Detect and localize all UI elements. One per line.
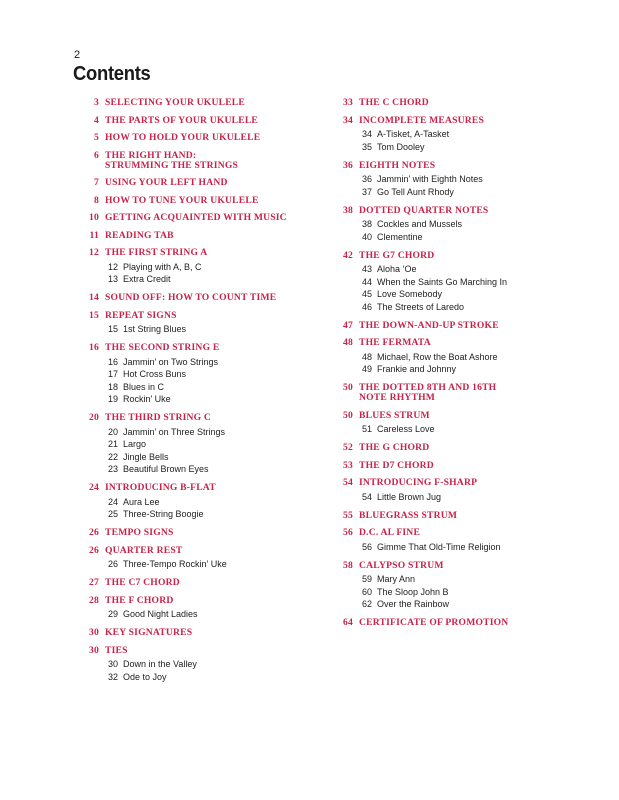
song-page-number: 44 [361,276,372,287]
song-title: A-Tisket, A-Tasket [377,129,450,139]
song-title: Aloha ‘Oe [377,264,417,274]
song-title: The Streets of Laredo [377,301,465,312]
toc-column-left [76,98,316,691]
section-page-number: 16 [89,342,99,353]
section-title: INTRODUCING B-FLAT [105,482,216,493]
song-page-number: 51 [361,424,372,434]
song-item[interactable] [330,363,570,376]
song-list [330,173,570,198]
song-page-number: 54 [361,491,372,502]
song-item[interactable] [330,173,570,186]
song-list [330,423,570,436]
song-list [76,426,316,476]
song-title: Blues in C [123,381,165,392]
section-title: HOW TO HOLD YOUR UKULELE [105,132,261,143]
toc-section-heading[interactable] [76,231,316,241]
song-page-number: 49 [361,364,372,374]
song-title: Good Night Ladies [123,609,198,619]
section-page-number: 50 [343,409,353,421]
toc-entry [76,528,316,538]
song-title: Careless Love [377,424,435,434]
song-page-number: 46 [361,301,372,312]
section-title-line: THE RIGHT HAND: [105,149,197,161]
section-page-number: 27 [89,577,99,588]
song-page-number: 19 [107,394,118,404]
song-item[interactable] [76,658,316,671]
song-list [330,541,570,554]
toc-entry [76,98,316,108]
song-page-number: 12 [107,261,118,272]
song-title: Aura Lee [123,496,160,507]
song-item[interactable] [76,671,316,684]
song-page-number: 60 [361,586,372,597]
song-title: Beautiful Brown Eyes [123,464,209,474]
section-title: USING YOUR LEFT HAND [105,177,228,188]
section-title: BLUES STRUM [359,409,430,421]
toc-entry [330,206,570,244]
toc-section-heading[interactable] [76,213,316,223]
section-page-number: 54 [343,477,353,488]
toc-entry [76,413,316,476]
section-page-number: 5 [94,132,99,143]
section-page-number: 3 [94,97,99,108]
section-title: THE THIRD STRING C [105,412,212,423]
toc-entry [330,511,570,521]
song-item[interactable] [330,231,570,244]
section-title: KEY SIGNATURES [105,627,193,638]
section-title: BLUEGRASS STRUM [359,509,458,521]
toc-section-heading[interactable] [330,251,570,261]
song-page-number: 35 [361,141,372,152]
toc-entry [330,116,570,154]
song-page-number: 32 [107,671,118,682]
toc-section-heading[interactable] [76,133,316,143]
section-title: THE FIRST STRING A [105,247,208,258]
song-item[interactable] [330,288,570,301]
song-item[interactable] [76,261,316,274]
song-list [76,356,316,406]
section-page-number: 12 [89,247,99,258]
song-list [76,608,316,621]
toc-section-heading[interactable] [76,546,316,556]
toc-section-heading[interactable] [76,151,316,171]
song-title: Mary Ann [377,574,416,584]
song-list [76,496,316,521]
section-title: CERTIFICATE OF PROMOTION [359,617,509,628]
toc-section-heading[interactable] [330,478,570,488]
toc-section-heading[interactable] [76,413,316,423]
section-page-number: 53 [343,459,353,471]
section-page-number: 55 [343,509,353,521]
song-page-number: 15 [107,324,118,334]
section-page-number: 36 [343,159,353,171]
toc-section-heading[interactable] [76,596,316,606]
toc-section-heading[interactable] [76,293,316,303]
song-page-number: 26 [107,559,118,569]
song-list [76,323,316,336]
song-item[interactable] [76,393,316,406]
toc-section-heading[interactable] [330,98,570,108]
section-title: THE G CHORD [359,442,430,453]
song-title: Frankie and Johnny [377,364,457,374]
song-page-number: 37 [361,186,372,197]
toc-entry [76,196,316,206]
toc-entry [330,528,570,553]
section-title-line: STRUMMING THE STRINGS [105,159,239,171]
toc-section-heading[interactable] [76,528,316,538]
toc-section-heading[interactable] [330,618,570,628]
section-title: SELECTING YOUR UKULELE [105,97,245,108]
section-page-number: 7 [94,177,99,188]
song-title: Cockles and Mussels [377,219,463,229]
toc-section-heading[interactable] [76,196,316,206]
toc-entry [330,618,570,628]
section-title: D.C. AL FINE [359,527,421,538]
section-page-number: 58 [343,559,353,571]
song-item[interactable] [330,491,570,504]
toc-entry [330,98,570,108]
section-page-number: 10 [89,212,99,223]
song-title: Three-Tempo Rockin’ Uke [123,559,227,569]
section-page-number: 30 [89,627,99,638]
song-title: Ode to Joy [123,671,167,682]
song-list [330,263,570,313]
toc-section-heading[interactable] [330,116,570,126]
toc-section-heading[interactable] [330,161,570,171]
section-page-number: 24 [89,482,99,493]
song-page-number: 45 [361,289,372,299]
song-title: Down in the Valley [123,659,197,669]
section-title: INTRODUCING F-SHARP [359,477,478,488]
song-item[interactable] [76,273,316,286]
song-item[interactable] [330,263,570,276]
song-title: Love Somebody [377,289,443,299]
section-title: THE C7 CHORD [105,577,180,588]
toc-entry [76,578,316,588]
song-title: When the Saints Go Marching In [377,276,508,287]
section-page-number: 38 [343,204,353,216]
song-title: Little Brown Jug [377,491,442,502]
section-title-line: NOTE RHYTHM [359,392,436,403]
song-item[interactable] [76,558,316,571]
section-title: THE FERMATA [359,337,431,348]
song-page-number: 21 [107,439,118,449]
song-list [330,573,570,611]
song-list [76,658,316,683]
toc-section-heading[interactable] [76,178,316,188]
song-title: Extra Credit [123,274,171,284]
toc-entry [76,546,316,571]
section-title: TEMPO SIGNS [105,527,174,538]
section-page-number: 8 [94,194,99,206]
song-item[interactable] [330,586,570,599]
section-page-number: 56 [343,527,353,538]
page-number: 2 [74,49,81,61]
section-title: INCOMPLETE MEASURES [359,114,485,126]
toc-section-heading[interactable] [330,383,570,403]
song-item[interactable] [76,451,316,464]
song-title: Jammin’ on Two Strings [123,356,219,367]
song-title: Michael, Row the Boat Ashore [377,351,498,362]
toc-section-heading[interactable] [76,628,316,638]
toc-entry [76,231,316,241]
song-item[interactable] [76,608,316,621]
song-page-number: 34 [361,129,372,139]
toc-entry [330,478,570,503]
song-page-number: 25 [107,509,118,519]
song-item[interactable] [76,463,316,476]
toc-entry [330,161,570,199]
song-title: Jammin’ on Three Strings [123,426,226,437]
song-title: Clementine [377,231,423,242]
toc-section-heading[interactable] [76,578,316,588]
toc-section-heading[interactable] [76,116,316,126]
song-item[interactable] [76,323,316,336]
toc-section-heading[interactable] [76,98,316,108]
section-page-number: 28 [89,594,99,606]
song-item[interactable] [330,218,570,231]
section-page-number: 15 [89,309,99,321]
toc-section-heading[interactable] [76,343,316,353]
toc-section-heading[interactable] [330,206,570,216]
section-page-number: 50 [343,382,353,393]
section-title [105,151,238,171]
toc-section-heading[interactable] [330,528,570,538]
toc-entry [76,628,316,638]
section-page-number: 64 [343,617,353,628]
section-title: THE D7 CHORD [359,459,434,471]
song-title: Rockin’ Uke [123,394,171,404]
toc-section-heading[interactable] [330,443,570,453]
section-title: THE C CHORD [359,97,429,108]
section-title: CALYPSO STRUM [359,559,444,571]
section-title: THE F CHORD [105,594,174,606]
toc-section-heading[interactable] [76,483,316,493]
song-page-number: 29 [107,609,118,619]
section-title: READING TAB [105,229,174,241]
toc-section-heading[interactable] [330,511,570,521]
section-page-number: 48 [343,337,353,348]
toc-section-heading[interactable] [330,461,570,471]
song-title: Go Tell Aunt Rhody [377,186,454,197]
song-item[interactable] [76,438,316,451]
section-title: QUARTER REST [105,544,183,556]
toc-entry [76,646,316,684]
song-list [330,128,570,153]
song-item[interactable] [330,598,570,611]
section-title: GETTING ACQUAINTED WITH MUSIC [105,212,287,223]
song-page-number: 48 [361,351,372,362]
toc-entry [330,561,570,611]
song-title: Hot Cross Buns [123,369,187,379]
toc-entry [76,213,316,223]
song-list [330,218,570,243]
section-title: THE PARTS OF YOUR UKULELE [105,114,259,126]
section-title: EIGHTH NOTES [359,159,436,171]
song-page-number: 59 [361,574,372,584]
song-title: Jingle Bells [123,451,169,462]
song-list [76,261,316,286]
song-page-number: 17 [107,369,118,379]
song-item[interactable] [76,426,316,439]
song-page-number: 24 [107,496,118,507]
section-title: DOTTED QUARTER NOTES [359,204,489,216]
song-item[interactable] [330,141,570,154]
section-page-number: 26 [89,527,99,538]
toc-entry [330,411,570,436]
song-list [330,351,570,376]
toc-entry [76,483,316,521]
toc-entry [76,343,316,406]
toc-entry [76,293,316,303]
song-page-number: 20 [107,426,118,437]
toc-entry [76,596,316,621]
toc-entry [76,311,316,336]
section-page-number: 26 [89,544,99,556]
toc-entry [76,248,316,286]
toc-entry [330,251,570,314]
song-page-number: 62 [361,599,372,609]
toc-section-heading[interactable] [330,321,570,331]
section-page-number: 33 [343,97,353,108]
toc-column-right [330,98,570,636]
song-title: 1st String Blues [123,324,187,334]
song-item[interactable] [330,128,570,141]
section-page-number: 14 [89,292,99,303]
song-page-number: 13 [107,274,118,284]
song-item[interactable] [330,541,570,554]
page-title: Contents [73,63,151,85]
song-title: The Sloop John B [377,586,449,597]
toc-section-heading[interactable] [330,561,570,571]
song-item[interactable] [330,423,570,436]
toc-entry [330,443,570,453]
section-page-number: 20 [89,412,99,423]
section-title: TIES [105,644,128,656]
song-list [330,491,570,504]
section-title: REPEAT SIGNS [105,309,177,321]
song-title: Over the Rainbow [377,599,450,609]
song-page-number: 22 [107,451,118,462]
section-page-number: 34 [343,114,353,126]
section-title: HOW TO TUNE YOUR UKULELE [105,194,259,206]
song-list [76,558,316,571]
section-title: THE SECOND STRING E [105,342,220,353]
song-title: Gimme That Old-Time Religion [377,541,501,552]
song-item[interactable] [330,276,570,289]
section-page-number: 52 [343,442,353,453]
song-item[interactable] [330,301,570,314]
song-title: Tom Dooley [377,141,425,152]
section-title [359,383,496,403]
song-page-number: 23 [107,464,118,474]
toc-entry [76,116,316,126]
toc-section-heading[interactable] [76,646,316,656]
song-title: Largo [123,439,147,449]
toc-section-heading[interactable] [330,338,570,348]
toc-entry [76,133,316,143]
toc-entry [330,461,570,471]
song-page-number: 16 [107,356,118,367]
section-page-number: 11 [89,229,99,241]
section-page-number: 47 [343,319,353,331]
song-item[interactable] [330,351,570,364]
toc-section-heading[interactable] [76,248,316,258]
song-page-number: 36 [361,174,372,184]
song-page-number: 56 [361,541,372,552]
toc-section-heading[interactable] [330,411,570,421]
toc-entry [330,383,570,403]
section-page-number: 4 [94,114,99,126]
song-item[interactable] [330,573,570,586]
song-item[interactable] [76,368,316,381]
song-item[interactable] [76,508,316,521]
toc-entry [330,338,570,376]
toc-entry [330,321,570,331]
toc-entry [76,151,316,171]
song-item[interactable] [76,496,316,509]
song-item[interactable] [76,356,316,369]
song-item[interactable] [330,186,570,199]
song-page-number: 30 [107,659,118,669]
song-title: Jammin’ with Eighth Notes [377,174,483,184]
section-page-number: 42 [343,249,353,261]
song-page-number: 18 [107,381,118,392]
toc-entry [76,178,316,188]
song-page-number: 43 [361,264,372,274]
song-title: Playing with A, B, C [123,261,202,272]
toc-section-heading[interactable] [76,311,316,321]
song-page-number: 40 [361,231,372,242]
song-item[interactable] [76,381,316,394]
section-title: THE G7 CHORD [359,249,435,261]
section-title-line: THE DOTTED 8TH AND 16TH [359,382,497,393]
song-title: Three-String Boogie [123,509,204,519]
section-title: SOUND OFF: HOW TO COUNT TIME [105,292,277,303]
section-page-number: 30 [89,644,99,656]
section-page-number: 6 [94,149,99,161]
section-title: THE DOWN-AND-UP STROKE [359,319,499,331]
song-page-number: 38 [361,219,372,229]
